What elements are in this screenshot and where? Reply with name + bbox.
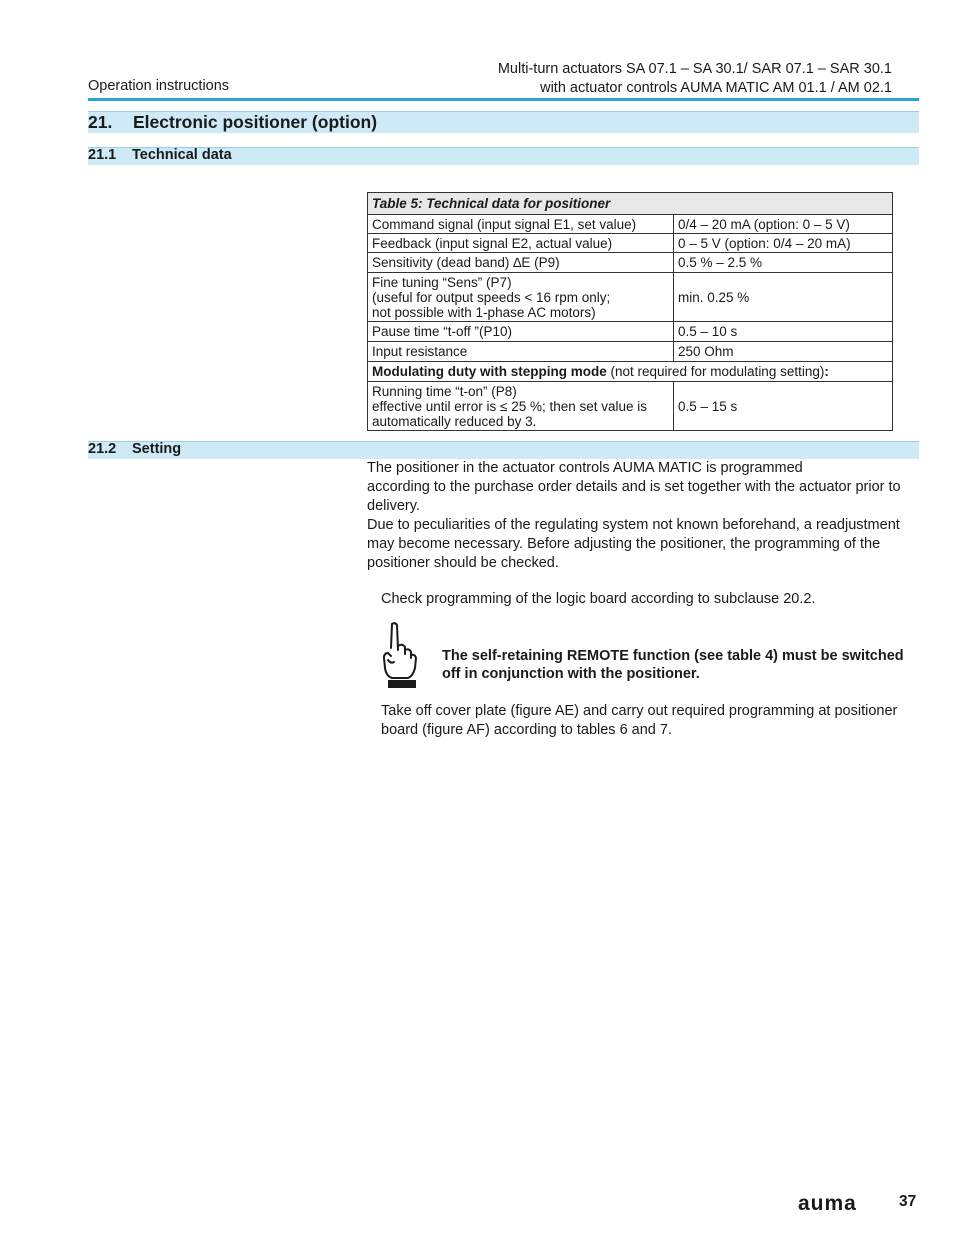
subsection-heading-setting [88,441,181,457]
warning-note: The self-retaining REMOTE function (see table 4) must be switched off in conjunction with the positioner. [442,648,904,682]
header-title-line2: with actuator controls AUMA MATIC AM 01.1 / AM 02.1 [540,80,892,96]
subsection-heading-technical [88,147,232,163]
table-value: 0 – 5 V (option: 0/4 – 20 mA) [674,234,893,253]
table-caption: Table 5: Technical data for positioner [368,193,893,215]
table-row [368,215,893,234]
header-doc-type: Operation instructions [88,78,230,94]
table-span-cell [368,362,893,382]
table-value: 0/4 – 20 mA (option: 0 – 5 V) [674,215,893,234]
subsection-title: Technical data [132,147,232,163]
subsection-title: Setting [132,441,182,457]
auma-logo: auma [798,1192,857,1215]
setting-intro-text [367,459,919,573]
table-value: 250 Ohm [674,342,893,362]
span-row-normal: (not required for modulating setting) [606,364,825,379]
paragraph-line: The positioner in the actuator controls AUMA MATIC is programmed [367,460,803,476]
table-value: 0.5 – 10 s [674,322,893,342]
span-row-colon: : [824,364,829,379]
header-doc-title [498,60,892,98]
section-title: Electronic positioner (option) [133,112,378,132]
table-label-line: effective until error is ≤ 25 %; then set value is [372,398,648,414]
page-number: 37 [899,1193,917,1210]
table-label-line: not possible with 1-phase AC motors) [372,304,596,320]
section-number: 21. [88,112,113,132]
table-label: Input resistance [368,342,674,362]
table-label: Command signal (input signal E1, set value) [368,215,674,234]
header-title-line1: Multi-turn actuators SA 07.1 – SA 30.1/ SAR 07.1 – SAR 30.1 [497,61,892,77]
paragraph: Due to peculiarities of the regulating system not known beforehand, a readjustment may become necessary. Before adjusting the positioner, the programming of the positioner should be checked. [367,517,900,571]
pointing-hand-icon [380,620,418,692]
table-label: Pause time “t-off ”(P10) [368,322,674,342]
table-row [368,253,893,273]
table-row [368,234,893,253]
technical-data-table [367,192,893,431]
paragraph: according to the purchase order details and is set together with the actuator prior to delivery. [367,479,901,514]
table-span-row [368,362,893,382]
table-label-line: automatically reduced by 3. [372,413,537,429]
instruction-step: Take off cover plate (figure AE) and carry out required programming at positioner board (figure AF) according to tables 6 and 7. [381,703,898,738]
instruction-step: Check programming of the logic board according to subclause 20.2. [381,591,816,607]
table-value: 0.5 – 15 s [674,382,893,431]
span-row-bold: Modulating duty with stepping mode [372,364,607,379]
table-label-line: (useful for output speeds < 16 rpm only; [372,289,611,305]
table-row [368,273,893,322]
section-heading [88,112,377,133]
table-row [368,322,893,342]
header-rule [88,98,919,101]
table-row [368,342,893,362]
table-label [368,382,674,431]
subsection-heading-band-setting [88,441,919,459]
table-value: 0.5 % – 2.5 % [674,253,893,273]
table-value: min. 0.25 % [674,273,893,322]
table-label: Feedback (input signal E2, actual value) [368,234,674,253]
table-row [368,382,893,431]
table-label: Sensitivity (dead band) ∆E (P9) [368,253,674,273]
subsection-number: 21.2 [88,441,117,457]
table-label-line: Fine tuning “Sens” (P7) [372,274,512,290]
subsection-number: 21.1 [88,147,117,163]
table-label-line: Running time “t-on” (P8) [372,383,517,399]
table-label [368,273,674,322]
